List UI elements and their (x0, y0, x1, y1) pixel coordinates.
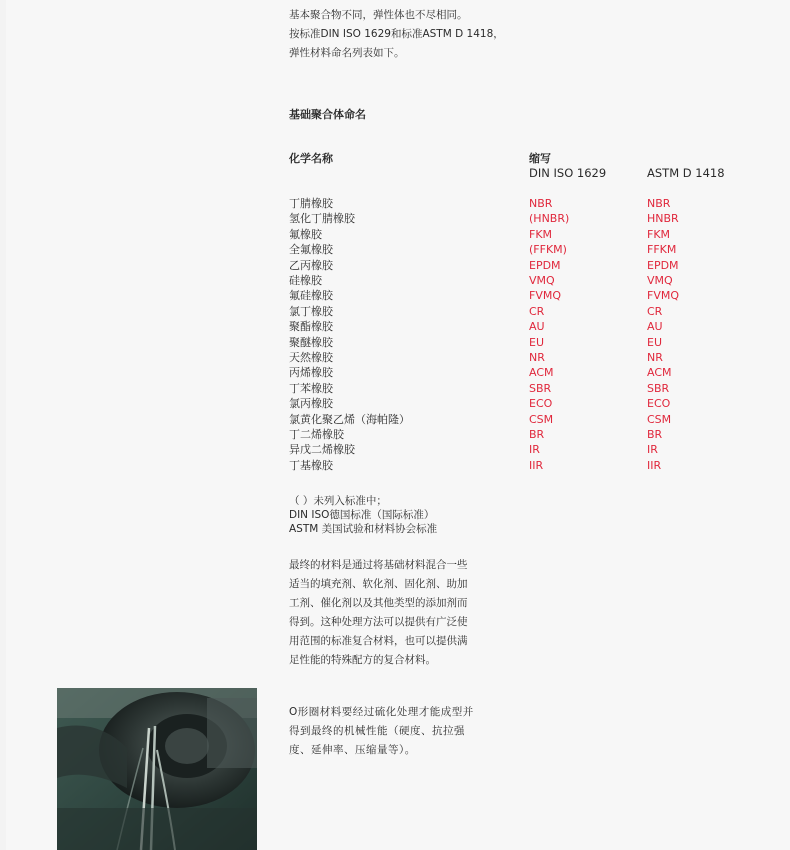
paragraph-line: 工剂、催化剂以及其他类型的添加剂而 (289, 597, 468, 609)
paragraph-line: 足性能的特殊配方的复合材料。 (289, 654, 436, 666)
din-abbreviation-cell: CSM (529, 412, 554, 426)
section-title: 基础聚合体命名 (289, 108, 366, 121)
abbreviation-header: 缩写 (529, 152, 551, 165)
paragraph-line: 用范围的标准复合材料，也可以提供满 (289, 635, 468, 647)
table-row (0, 319, 790, 334)
table-row (0, 442, 790, 457)
paragraph-line: 适当的填充剂、软化剂、固化剂、助加 (289, 578, 468, 590)
paragraph-line: 得到最终的机械性能（硬度、抗拉强 (289, 725, 465, 737)
chemical-name-cell: 天然橡胶 (289, 351, 333, 364)
table-row (0, 350, 790, 365)
chemical-name-cell: 丁腈橡胶 (289, 197, 333, 210)
table-row (0, 242, 790, 257)
chemical-name-cell: 氟硅橡胶 (289, 289, 333, 303)
chemical-name-cell: 氯丙橡胶 (289, 397, 333, 411)
chemical-name-cell: 异戊二烯橡胶 (289, 443, 355, 457)
intro-text (289, 6, 504, 63)
astm-abbreviation-cell: BR (647, 428, 663, 441)
notes (289, 494, 437, 536)
din-abbreviation-cell: EU (529, 335, 545, 349)
astm-abbreviation-cell: IIR (647, 458, 662, 472)
table-row (0, 258, 790, 273)
din-abbreviation-cell: (HNBR) (529, 212, 570, 226)
chemical-name-cell: 丁苯橡胶 (289, 381, 333, 395)
intro-line: 按标准DIN ISO 1629和标准ASTM D 1418， (289, 28, 504, 40)
oring-machine-photo (57, 688, 257, 850)
note-line: ASTM 美国试验和材料协会标准 (289, 523, 438, 535)
chemical-name-cell: 聚酯橡胶 (289, 320, 333, 334)
astm-abbreviation-cell: AU (647, 320, 663, 334)
din-abbreviation-cell: FKM (529, 227, 553, 241)
astm-abbreviation-cell: ACM (647, 366, 672, 380)
din-abbreviation-cell: ACM (529, 366, 554, 380)
astm-abbreviation-cell: EPDM (647, 258, 679, 272)
din-abbreviation-cell: IR (529, 443, 540, 457)
table-row (0, 211, 790, 226)
din-abbreviation-cell: VMQ (529, 274, 555, 287)
chemical-name-cell: 聚醚橡胶 (289, 335, 333, 349)
astm-abbreviation-cell: IR (647, 443, 658, 457)
chemical-name-cell: 全氟橡胶 (289, 243, 333, 257)
din-abbreviation-cell: SBR (529, 381, 552, 395)
astm-abbreviation-cell: VMQ (647, 274, 673, 287)
compound-paragraph (289, 556, 489, 670)
astm-abbreviation-cell: FVMQ (647, 289, 680, 303)
din-abbreviation-cell: NR (529, 351, 545, 364)
note-line: DIN ISO德国标准（国际标准） (289, 509, 435, 521)
astm-abbreviation-cell: SBR (647, 381, 670, 395)
astm-abbreviation-cell: EU (647, 335, 663, 349)
vulcanization-paragraph (289, 703, 489, 760)
astm-abbreviation-cell: NBR (647, 197, 671, 210)
chemical-name-cell: 丁二烯橡胶 (289, 428, 344, 441)
chemical-name-cell: 硅橡胶 (289, 274, 322, 287)
table-row (0, 288, 790, 303)
table-row (0, 365, 790, 380)
table-row (0, 427, 790, 442)
note-line: （ ）未列入标准中； (289, 495, 387, 507)
astm-header: ASTM D 1418 (647, 166, 725, 180)
astm-abbreviation-cell: FFKM (647, 243, 677, 257)
chemical-name-header: 化学名称 (289, 152, 333, 165)
table-row (0, 335, 790, 350)
paragraph-line: 最终的材料是通过将基础材料混合一些 (289, 559, 468, 571)
din-abbreviation-cell: CR (529, 304, 545, 318)
table-row (0, 227, 790, 242)
din-abbreviation-cell: (FFKM) (529, 243, 567, 257)
intro-line: 基本聚合物不同，弹性体也不尽相同。 (289, 9, 468, 21)
astm-abbreviation-cell: NR (647, 351, 663, 364)
astm-abbreviation-cell: HNBR (647, 212, 679, 226)
chemical-name-cell: 氯丁橡胶 (289, 304, 333, 318)
din-abbreviation-cell: ECO (529, 397, 553, 411)
astm-abbreviation-cell: ECO (647, 397, 671, 411)
din-abbreviation-cell: BR (529, 428, 545, 441)
chemical-name-cell: 氯黄化聚乙烯（海帕隆） (289, 412, 410, 426)
din-abbreviation-cell: NBR (529, 197, 553, 210)
din-abbreviation-cell: AU (529, 320, 545, 334)
din-header: DIN ISO 1629 (529, 166, 607, 180)
table-row (0, 458, 790, 473)
paragraph-line: O形圈材料要经过硫化处理才能成型并 (289, 706, 474, 718)
paragraph-line: 得到。这种处理方法可以提供有广泛使 (289, 616, 468, 628)
table-row (0, 196, 790, 211)
din-abbreviation-cell: EPDM (529, 258, 561, 272)
chemical-name-cell: 丁基橡胶 (289, 458, 333, 472)
chemical-name-cell: 乙丙橡胶 (289, 258, 333, 272)
table-row (0, 396, 790, 411)
astm-abbreviation-cell: FKM (647, 227, 671, 241)
chemical-name-cell: 氟橡胶 (289, 227, 322, 241)
din-abbreviation-cell: IIR (529, 458, 544, 472)
table-row (0, 273, 790, 288)
astm-abbreviation-cell: CR (647, 304, 663, 318)
paragraph-line: 度、延伸率、压缩量等）。 (289, 744, 416, 756)
table-row (0, 412, 790, 427)
chemical-name-cell: 丙烯橡胶 (289, 366, 333, 380)
table-row (0, 381, 790, 396)
astm-abbreviation-cell: CSM (647, 412, 672, 426)
table-row (0, 304, 790, 319)
intro-line: 弹性材料命名列表如下。 (289, 47, 405, 59)
chemical-name-cell: 氢化丁腈橡胶 (289, 212, 355, 226)
din-abbreviation-cell: FVMQ (529, 289, 562, 303)
